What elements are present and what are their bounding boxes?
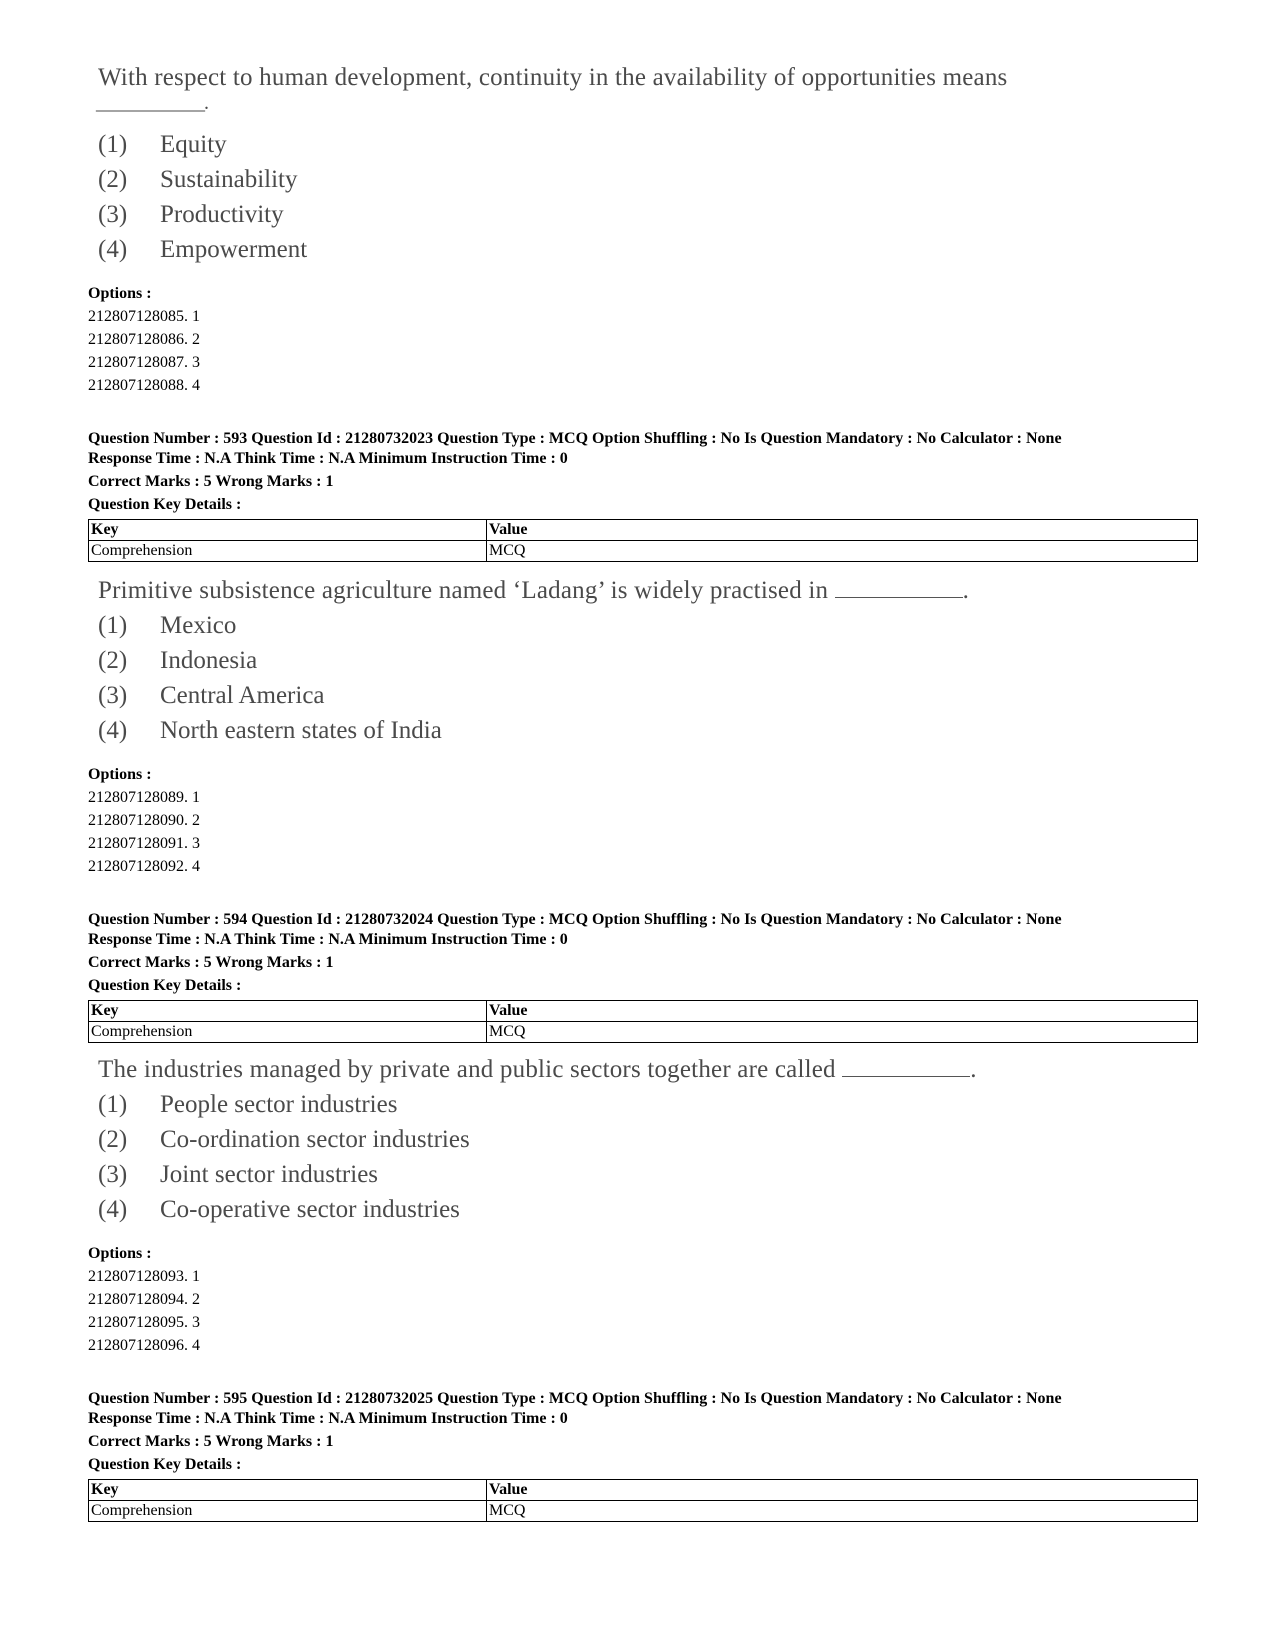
question-marks: Correct Marks : 5 Wrong Marks : 1 xyxy=(88,473,334,490)
table-cell-value: MCQ xyxy=(487,1501,1198,1522)
question-meta: Question Number : 594 Question Id : 21280732024 Question Type : MCQ Option Shuffling : No Is Question Mandatory : No Calculator : None xyxy=(88,911,1062,928)
key-details-label: Question Key Details : xyxy=(88,1456,242,1473)
table-row xyxy=(89,541,1198,562)
question-text: Primitive subsistence agriculture named ‘Ladang’ is widely practised in xyxy=(98,577,829,604)
choice-number: (4) xyxy=(98,717,128,744)
table-cell-key: Comprehension xyxy=(89,541,487,562)
choice-1 xyxy=(98,131,498,161)
choice-text: Co-ordination sector industries xyxy=(160,1126,470,1153)
choice-number: (1) xyxy=(98,1091,128,1118)
key-details-table xyxy=(88,1479,1198,1522)
key-details-label: Question Key Details : xyxy=(88,977,242,994)
table-cell-key: Comprehension xyxy=(89,1022,487,1043)
choice-text: Indonesia xyxy=(160,647,258,674)
table-row xyxy=(89,1501,1198,1522)
choice-text: Productivity xyxy=(160,201,284,228)
table-header-key: Key xyxy=(89,1480,487,1501)
choice-text: Central America xyxy=(160,682,325,709)
option-id: 212807128095. 3 xyxy=(88,1314,200,1331)
option-id: 212807128088. 4 xyxy=(88,377,200,394)
table-row xyxy=(89,1022,1198,1043)
table-header-row xyxy=(89,1480,1198,1501)
choice-number: (1) xyxy=(98,131,128,158)
key-details-table xyxy=(88,1000,1198,1043)
choice-number: (3) xyxy=(98,201,128,228)
choice-number: (3) xyxy=(98,1161,128,1188)
choice-4 xyxy=(98,1196,648,1226)
choice-1 xyxy=(98,612,598,642)
question-meta: Question Number : 595 Question Id : 21280732025 Question Type : MCQ Option Shuffling : No Is Question Mandatory : No Calculator : None xyxy=(88,1390,1062,1407)
choice-text: Empowerment xyxy=(160,236,308,263)
option-id: 212807128091. 3 xyxy=(88,835,200,852)
table-header-value: Value xyxy=(487,520,1198,541)
choice-number: (4) xyxy=(98,1196,128,1223)
choice-2 xyxy=(98,166,498,196)
question-timing: Response Time : N.A Think Time : N.A Minimum Instruction Time : 0 xyxy=(88,450,568,467)
question-end: . xyxy=(962,577,970,604)
question-marks: Correct Marks : 5 Wrong Marks : 1 xyxy=(88,954,334,971)
choice-number: (2) xyxy=(98,166,128,193)
choice-text: People sector industries xyxy=(160,1091,398,1118)
key-details-label: Question Key Details : xyxy=(88,496,242,513)
choice-number: (3) xyxy=(98,682,128,709)
table-header-row xyxy=(89,1001,1198,1022)
question-timing: Response Time : N.A Think Time : N.A Minimum Instruction Time : 0 xyxy=(88,931,568,948)
option-id: 212807128093. 1 xyxy=(88,1268,200,1285)
answer-blank xyxy=(835,579,963,598)
question-line xyxy=(98,577,969,605)
choice-2 xyxy=(98,647,598,677)
answer-blank: ____________. xyxy=(96,92,208,114)
option-id: 212807128087. 3 xyxy=(88,354,200,371)
choice-text: Mexico xyxy=(160,612,237,639)
choice-3 xyxy=(98,1161,648,1191)
choice-2 xyxy=(98,1126,648,1156)
choice-number: (1) xyxy=(98,612,128,639)
option-id: 212807128085. 1 xyxy=(88,308,200,325)
question-end: . xyxy=(970,1056,977,1083)
table-header-row xyxy=(89,520,1198,541)
choice-text: Equity xyxy=(160,131,227,158)
table-header-key: Key xyxy=(89,1001,487,1022)
option-id: 212807128096. 4 xyxy=(88,1337,200,1354)
choice-4 xyxy=(98,717,598,747)
option-id: 212807128090. 2 xyxy=(88,812,200,829)
key-details-table xyxy=(88,519,1198,562)
choice-3 xyxy=(98,682,598,712)
choice-text: Sustainability xyxy=(160,166,298,193)
option-id: 212807128086. 2 xyxy=(88,331,200,348)
choice-number: (2) xyxy=(98,647,128,674)
option-id: 212807128092. 4 xyxy=(88,858,200,875)
choice-text: Joint sector industries xyxy=(160,1161,379,1188)
table-header-value: Value xyxy=(487,1480,1198,1501)
option-id: 212807128094. 2 xyxy=(88,1291,200,1308)
table-header-key: Key xyxy=(89,520,487,541)
table-cell-value: MCQ xyxy=(487,541,1198,562)
table-cell-key: Comprehension xyxy=(89,1501,487,1522)
options-label: Options : xyxy=(88,1245,152,1262)
choice-number: (2) xyxy=(98,1126,128,1153)
question-timing: Response Time : N.A Think Time : N.A Minimum Instruction Time : 0 xyxy=(88,1410,568,1427)
question-text: With respect to human development, continuity in the availability of opportunities means xyxy=(98,64,1008,91)
choice-number: (4) xyxy=(98,236,128,263)
options-label: Options : xyxy=(88,285,152,302)
option-id: 212807128089. 1 xyxy=(88,789,200,806)
question-meta: Question Number : 593 Question Id : 21280732023 Question Type : MCQ Option Shuffling : No Is Question Mandatory : No Calculator : None xyxy=(88,430,1062,447)
table-header-value: Value xyxy=(487,1001,1198,1022)
choice-text: Co-operative sector industries xyxy=(160,1196,460,1223)
question-marks: Correct Marks : 5 Wrong Marks : 1 xyxy=(88,1433,334,1450)
question-line xyxy=(98,1056,977,1084)
choice-text: North eastern states of India xyxy=(160,717,442,744)
question-text: The industries managed by private and public sectors together are called xyxy=(98,1056,836,1083)
choice-1 xyxy=(98,1091,648,1121)
table-cell-value: MCQ xyxy=(487,1022,1198,1043)
answer-blank xyxy=(842,1058,970,1077)
options-label: Options : xyxy=(88,766,152,783)
choice-4 xyxy=(98,236,498,266)
choice-3 xyxy=(98,201,498,231)
